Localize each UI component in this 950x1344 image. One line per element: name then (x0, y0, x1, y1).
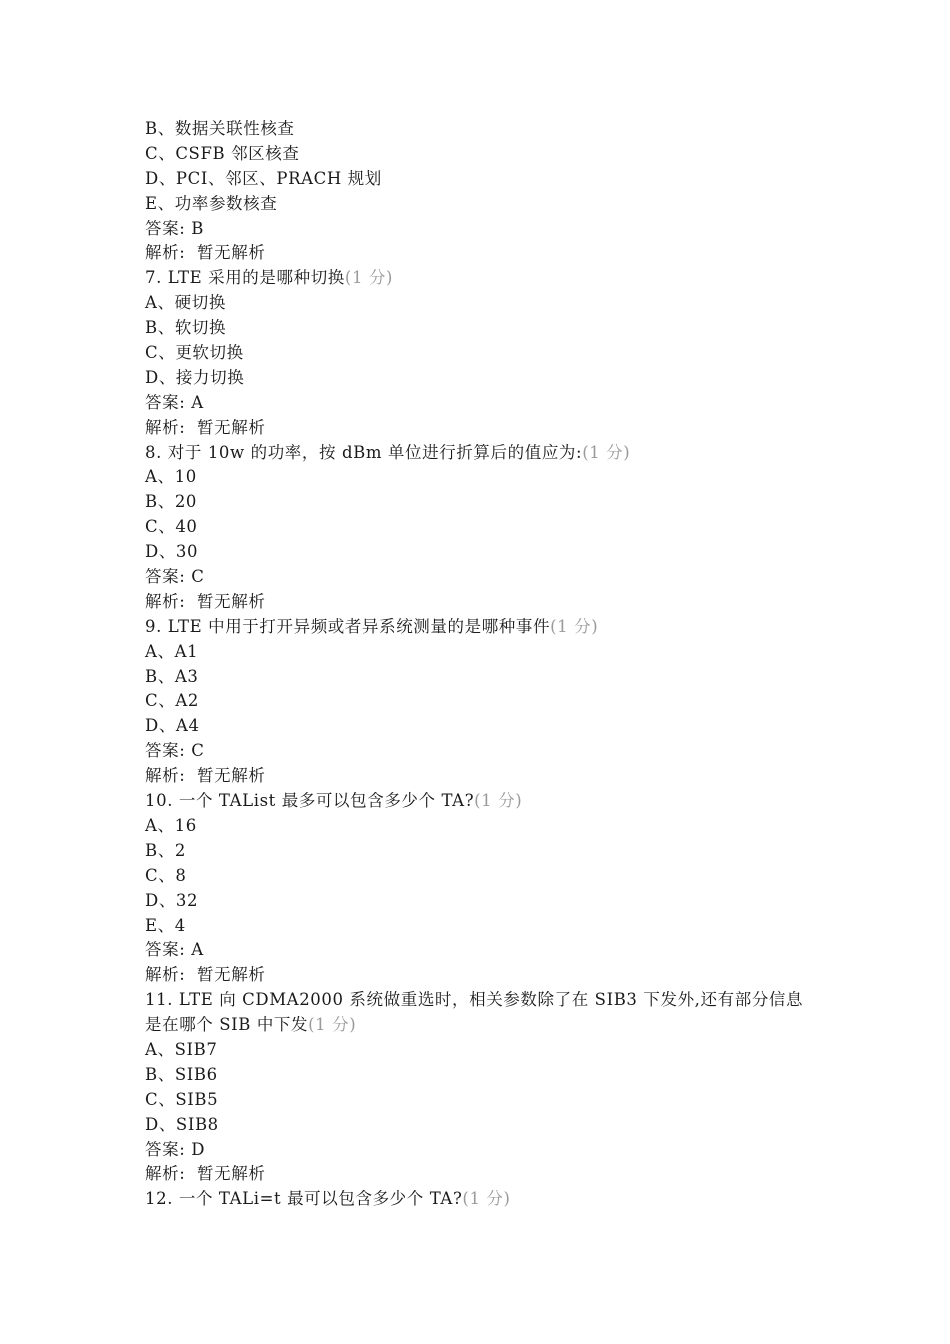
score-label: (1 分) (550, 616, 599, 636)
option-text: A、硬切换 (145, 293, 226, 313)
answer-text: 答案: C (145, 741, 205, 761)
option-text: C、更软切换 (145, 343, 244, 363)
answer-text: 答案: B (145, 218, 204, 238)
score-label: (1 分) (462, 1189, 511, 1209)
option-text: D、PCI、邻区、PRACH 规划 (145, 168, 382, 188)
option-text: B、SIB6 (145, 1064, 218, 1084)
option-line (145, 142, 825, 167)
analysis-text: 解析: 暂无解析 (145, 965, 266, 985)
question-text: 是在哪个 SIB 中下发 (145, 1015, 309, 1035)
analysis-line (145, 241, 825, 266)
option-text: D、30 (145, 542, 199, 562)
question-line (145, 1187, 825, 1212)
option-line (145, 1063, 825, 1088)
option-text: E、4 (145, 915, 186, 935)
option-text: C、8 (145, 865, 187, 885)
question-line (145, 789, 825, 814)
option-line (145, 167, 825, 192)
analysis-text: 解析: 暂无解析 (145, 417, 266, 437)
option-line (145, 515, 825, 540)
document-page (145, 117, 825, 1212)
option-line (145, 889, 825, 914)
option-text: C、SIB5 (145, 1089, 219, 1109)
analysis-line (145, 590, 825, 615)
question-text: 9. LTE 中用于打开异频或者异系统测量的是哪种事件 (145, 616, 551, 636)
option-line (145, 490, 825, 515)
answer-line (145, 217, 825, 242)
option-line (145, 914, 825, 939)
question-line (145, 615, 825, 640)
question-line (145, 266, 825, 291)
option-line (145, 540, 825, 565)
option-line (145, 117, 825, 142)
analysis-line (145, 416, 825, 441)
option-text: A、10 (145, 467, 197, 487)
option-text: B、2 (145, 840, 186, 860)
option-line (145, 366, 825, 391)
analysis-line (145, 1162, 825, 1187)
option-text: B、软切换 (145, 318, 227, 338)
answer-line (145, 565, 825, 590)
question-line (145, 988, 825, 1013)
question-line (145, 1013, 825, 1038)
question-text: 7. LTE 采用的是哪种切换 (145, 268, 345, 288)
option-line (145, 814, 825, 839)
option-line (145, 1088, 825, 1113)
option-line (145, 689, 825, 714)
answer-line (145, 1138, 825, 1163)
option-text: D、32 (145, 890, 199, 910)
option-line (145, 1113, 825, 1138)
option-line (145, 640, 825, 665)
analysis-text: 解析: 暂无解析 (145, 766, 266, 786)
analysis-line (145, 963, 825, 988)
option-text: A、SIB7 (145, 1039, 218, 1059)
option-text: B、A3 (145, 666, 199, 686)
option-line (145, 291, 825, 316)
option-line (145, 665, 825, 690)
option-line (145, 341, 825, 366)
answer-text: 答案: A (145, 392, 204, 412)
score-label: (1 分) (474, 791, 523, 811)
question-text: 10. 一个 TAList 最多可以包含多少个 TA? (145, 791, 475, 811)
option-text: D、SIB8 (145, 1114, 219, 1134)
question-text: 11. LTE 向 CDMA2000 系统做重选时，相关参数除了在 SIB3 下发外,还有部分信息 (145, 990, 804, 1010)
option-text: D、接力切换 (145, 367, 245, 387)
answer-text: 答案: C (145, 567, 205, 587)
question-line (145, 441, 825, 466)
score-label: (1 分) (308, 1015, 357, 1035)
option-line (145, 714, 825, 739)
option-text: B、20 (145, 492, 198, 512)
option-line (145, 316, 825, 341)
answer-line (145, 739, 825, 764)
option-text: D、A4 (145, 716, 200, 736)
answer-text: 答案: A (145, 940, 204, 960)
analysis-line (145, 764, 825, 789)
analysis-text: 解析: 暂无解析 (145, 243, 266, 263)
option-text: A、16 (145, 815, 197, 835)
option-text: C、A2 (145, 691, 199, 711)
score-label: (1 分) (582, 442, 631, 462)
option-text: C、CSFB 邻区核查 (145, 143, 300, 163)
option-text: C、40 (145, 517, 198, 537)
analysis-text: 解析: 暂无解析 (145, 1164, 266, 1184)
answer-line (145, 391, 825, 416)
option-line (145, 864, 825, 889)
option-line (145, 839, 825, 864)
analysis-text: 解析: 暂无解析 (145, 591, 266, 611)
score-label: (1 分) (344, 268, 394, 288)
option-line (145, 465, 825, 490)
question-text: 8. 对于 10w 的功率，按 dBm 单位进行折算后的值应为: (145, 442, 583, 462)
question-text: 12. 一个 TALi=t 最可以包含多少个 TA? (145, 1189, 463, 1209)
option-text: A、A1 (145, 641, 199, 661)
option-text: B、数据关联性核查 (145, 119, 295, 138)
answer-line (145, 938, 825, 963)
answer-text: 答案: D (145, 1139, 206, 1159)
option-text: E、功率参数核查 (145, 193, 278, 213)
option-line (145, 1038, 825, 1063)
option-line (145, 192, 825, 217)
